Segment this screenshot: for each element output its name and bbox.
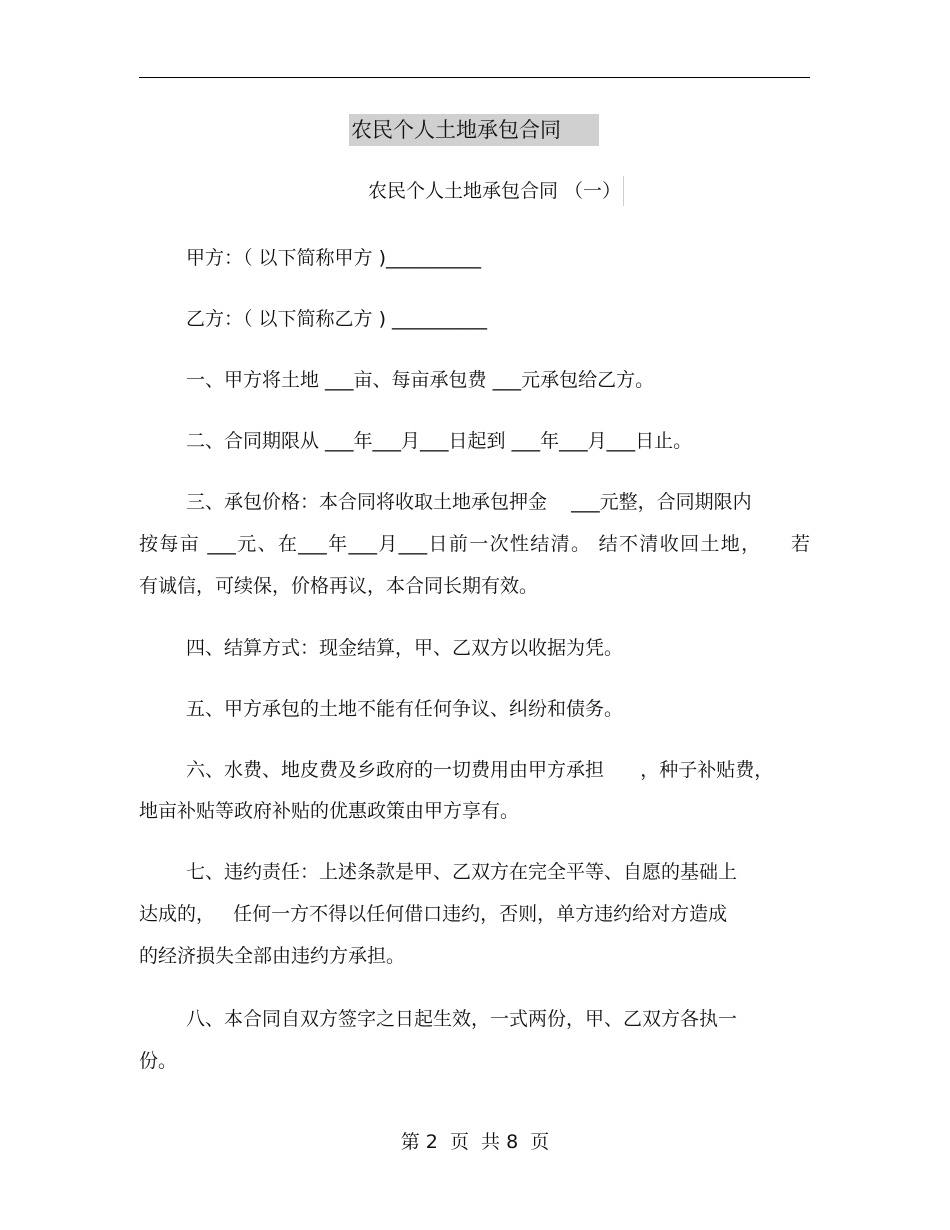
clause-3-line-1: 三、承包价格：本合同将收取土地承包押金 ___元整，合同期限内 <box>186 491 752 513</box>
document-title: 农民个人土地承包合同 <box>349 114 599 146</box>
clause-6-line-1: 六、水费、地皮费及乡政府的一切费用由甲方承担 ，种子补贴费， <box>186 759 774 781</box>
clause-8-line-1: 八、本合同自双方签字之日起生效，一式两份，甲、乙双方各执一 <box>186 1008 738 1030</box>
header-rule <box>139 77 810 78</box>
clause-2: 二、合同期限从 ___年___月___日起到 ___年___月___日止。 <box>186 430 693 452</box>
party-b-line: 乙方：（ 以下简称乙方 ) __________ <box>186 308 488 330</box>
party-a-line: 甲方：（ 以下简称甲方 )__________ <box>186 247 481 269</box>
clause-7-line-3: 的经济损失全部由违约方承担。 <box>139 945 406 967</box>
clause-3-line-3: 有诚信，可续保，价格再议，本合同长期有效。 <box>139 575 539 597</box>
clause-4: 四、结算方式：现金结算，甲、乙双方以收据为凭。 <box>186 637 624 659</box>
clause-6-line-2: 地亩补贴等政府补贴的优惠政策由甲方享有。 <box>139 800 520 822</box>
document-subtitle: 农民个人土地承包合同 （一） <box>368 176 624 206</box>
clause-8-line-2: 份。 <box>139 1050 178 1072</box>
page-footer: 第 2 页 共 8 页 <box>400 1131 550 1153</box>
clause-5: 五、甲方承包的土地不能有任何争议、纠纷和债务。 <box>186 698 624 720</box>
clause-7-line-1: 七、违约责任：上述条款是甲、乙双方在完全平等、自愿的基础上 <box>186 861 738 883</box>
clause-7-line-2: 达成的， 任何一方不得以任何借口违约，否则，单方违约给对方造成 <box>139 903 728 925</box>
clause-1: 一、甲方将土地 ___亩、每亩承包费 ___元承包给乙方。 <box>186 369 655 391</box>
clause-3-line-2: 按每亩 ___元、在___年___月___日前一次性结清。 结不清收回土地， 若 <box>139 533 810 555</box>
